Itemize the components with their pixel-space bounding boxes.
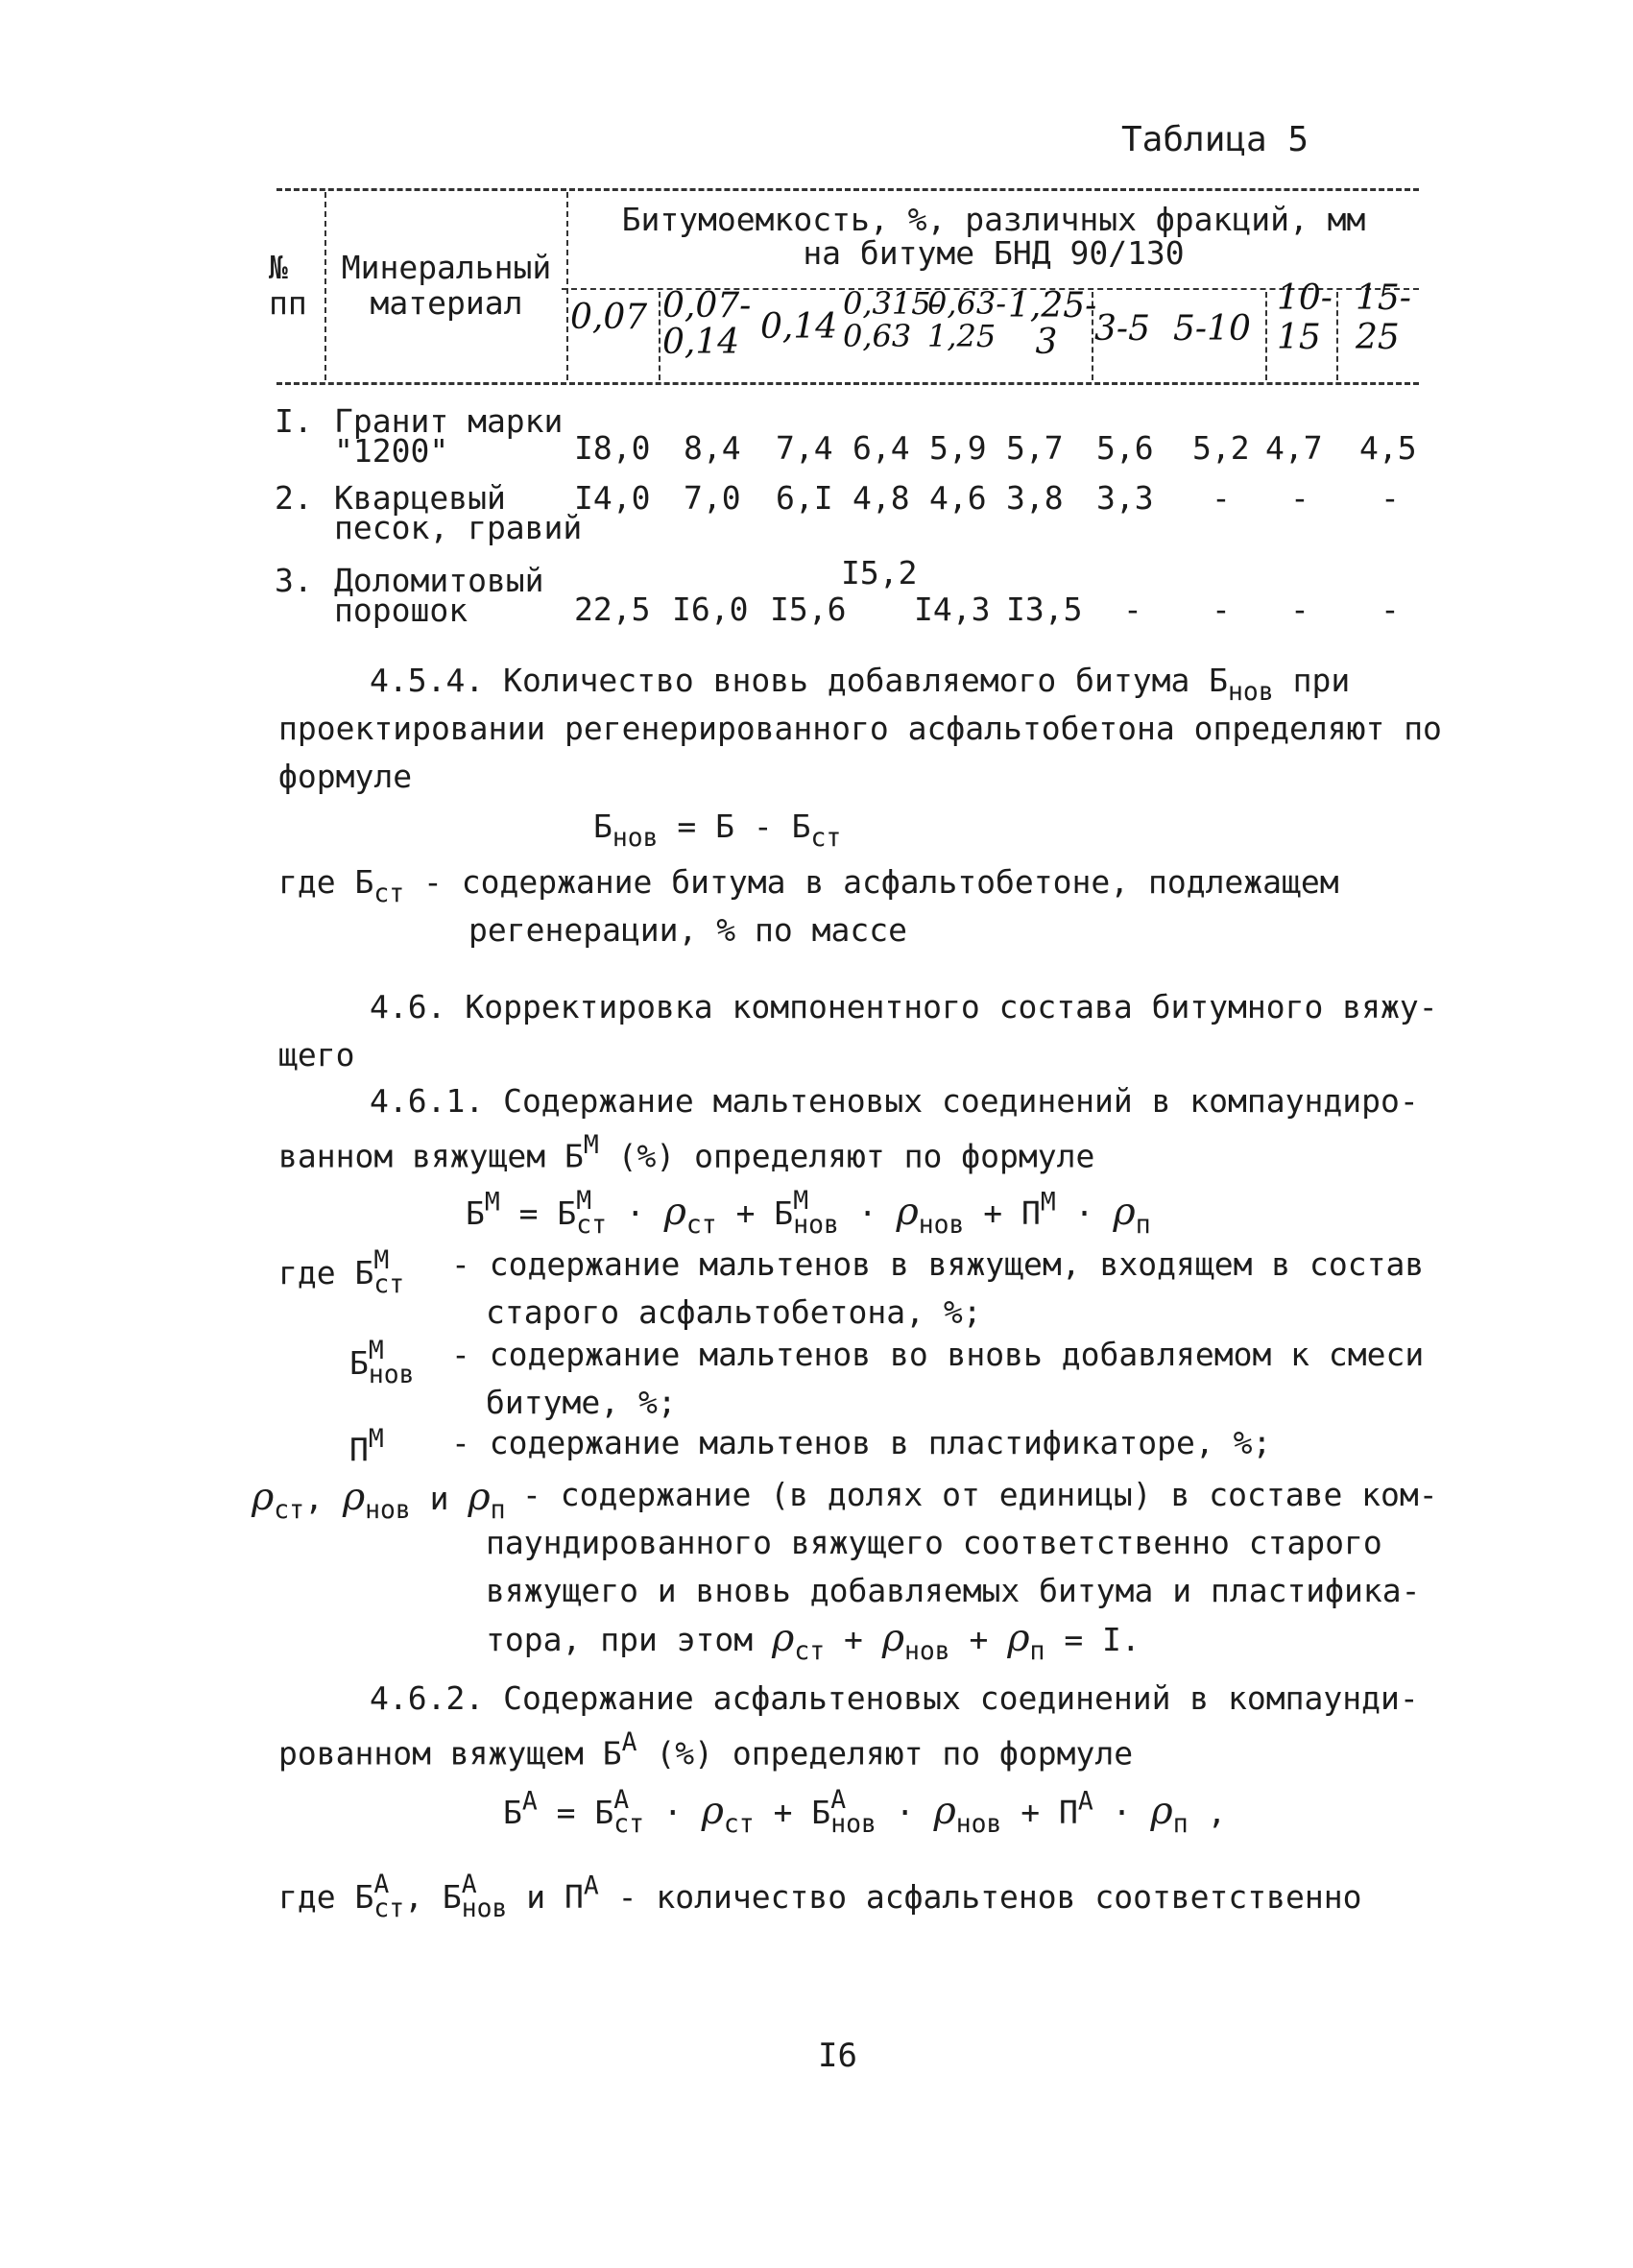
table-row-2-v8: - [1212, 479, 1231, 517]
table-row-3-name: Доломитовый порошок [334, 562, 544, 629]
fraction-header-10: 15- 25 [1356, 278, 1411, 358]
para-461-line2: ванном вяжущем $Б^М$ (%) определяют по формуле [278, 1130, 1095, 1175]
fraction-header-8: 5-10 [1173, 309, 1251, 349]
table-row-1-v3: 7,4 [776, 429, 833, 467]
para-46-line2: щего [278, 1036, 355, 1074]
table-row-1-v9: 4,7 [1265, 429, 1323, 467]
table-row-1-v8: 5,2 [1192, 429, 1250, 467]
def-b-m-nov: БМ нов [349, 1336, 415, 1390]
table-row-1-v5: 5,9 [929, 429, 987, 467]
table-row-1-v2: 8,4 [684, 429, 741, 467]
para-454-line2: проектировании регенерированного асфальтобетона определяют по [278, 710, 1442, 747]
table-row-2-v1: I4,0 [574, 479, 651, 517]
table-row-1-v4: 6,4 [853, 429, 910, 467]
fraction-header-2: 0,07- 0,14 [662, 286, 752, 362]
page-number: I6 [818, 2037, 857, 2075]
para-454-line3: формуле [278, 758, 413, 795]
def-rho-text: - содержание (в долях от единицы) в составе ком- паундированного вяжущего соответственно старого вяжущего и вновь добавляемых битума и пластифика- тора, при этом $\rho_{ст} + \rho_{нов} + \rho_п = I$. [486, 1476, 1438, 1667]
fraction-header-3: 0,14 [760, 307, 838, 347]
table-row-3-v4: I5,2 [841, 554, 918, 591]
para-461-line1: 4.6.1. Содержание мальтеновых соединений в компаундиро- [370, 1082, 1419, 1120]
table-row-1-v10: 4,5 [1359, 429, 1417, 467]
def-p-m: $П^М$ [349, 1424, 384, 1469]
table-row-3-v2: I6,0 [672, 591, 749, 628]
table-vrule-3 [659, 292, 660, 380]
fraction-header-6: 1,25- 3 [1008, 286, 1097, 362]
table-row-3-v5: I4,3 [914, 591, 991, 628]
formula-maltenes: $Б^М$ = БМ ст · $\rho_{ст}$ + БМ нов · $\rho_{нов} + П^М \cdot \rho_п$ [466, 1186, 1151, 1241]
def-p-m-text: - содержание мальтенов в пластификаторе, %; [451, 1424, 1272, 1461]
formula-asphaltenes: $Б^А$ = БА ст · $\rho_{ст}$ + БА нов · $\rho_{нов} + П^А \cdot \rho_п$ , [503, 1785, 1227, 1840]
table-row-2-v4: 4,8 [853, 479, 910, 517]
header-col-material: Минеральный материал [341, 249, 552, 322]
table-row-2-v3: 6,I [776, 479, 833, 517]
fraction-header-9: 10- 15 [1277, 278, 1333, 358]
table-row-2-v2: 7,0 [684, 479, 741, 517]
fraction-header-7: 3-5 [1094, 309, 1150, 349]
table-row-1-no: I. [275, 402, 313, 440]
table-caption: Таблица 5 [1121, 120, 1309, 159]
table-row-1-v7: 5,6 [1096, 429, 1154, 467]
table-row-2-v10: - [1381, 479, 1400, 517]
table-row-1-v1: I8,0 [574, 429, 651, 467]
def-rho-symbols: $\rho_{ст}$, $\rho_{нов}$ и $\rho_п$ [252, 1475, 506, 1526]
table-top-rule [276, 188, 1419, 191]
table-vrule-6 [1336, 292, 1338, 380]
header-col-no: № пп [269, 249, 307, 322]
table-row-2-v9: - [1290, 479, 1309, 517]
where-b-st: где $Б_{ст}$ - содержание битума в асфальтобетоне, подлежащем [278, 863, 1339, 909]
table-row-3-v8: - [1212, 591, 1231, 628]
table-row-2-v5: 4,6 [929, 479, 987, 517]
table-row-2-v7: 3,3 [1096, 479, 1154, 517]
def-b-m-st-text: - содержание мальтенов в вяжущем, входящем в состав старого асфальтобетона, %; [451, 1245, 1425, 1331]
def-b-m-nov-text: - содержание мальтенов во вновь добавляемом к смеси битуме, %; [451, 1336, 1425, 1421]
para-454-line1: 4.5.4. Количество вновь добавляемого битума $Б_{нов}$ при [370, 662, 1351, 708]
para-462-line2: рованном вяжущем $Б^А$ (%) определяют по формуле [278, 1727, 1134, 1773]
table-row-3-v7: - [1123, 591, 1142, 628]
table-row-2-v6: 3,8 [1006, 479, 1064, 517]
para-462-line1: 4.6.2. Содержание асфальтеновых соединений в компаунди- [370, 1679, 1419, 1717]
formula-b-nov: $Б_{нов} = Б - Б_{ст}$ [593, 808, 842, 854]
table-vrule-5 [1265, 292, 1267, 380]
table-row-3-v1: 22,5 [574, 591, 651, 628]
table-row-1-name: Гранит марки "1200" [334, 402, 564, 470]
table-row-1-v6: 5,7 [1006, 429, 1064, 467]
table-vrule-2 [566, 192, 568, 380]
table-header-bottom-rule [276, 382, 1419, 385]
table-vrule-1 [324, 192, 326, 380]
header-group-title: Битумоемкость, %, различных фракций, мм на битуме БНД 90/130 [621, 201, 1366, 272]
table-row-3-v3: I5,6 [770, 591, 847, 628]
para-46-line1: 4.6. Корректировка компонентного состава битумного вяжу- [370, 988, 1438, 1025]
fraction-header-1: 0,07 [570, 298, 648, 337]
table-row-3-v6: I3,5 [1006, 591, 1083, 628]
fraction-header-4: 0,315- 0,63 [843, 285, 942, 354]
def-b-m-st: где БМ ст [278, 1245, 405, 1300]
table-row-2-no: 2. [275, 479, 313, 517]
table-row-3-no: 3. [275, 562, 313, 599]
where-b-st-line2: регенерации, % по массе [468, 911, 907, 949]
fraction-header-5: 0,63- 1,25 [927, 285, 1007, 354]
last-line: где БА ст, БА нов и $П^А$ - количество асфальтенов соответственно [278, 1870, 1362, 1924]
table-row-2-name: Кварцевый песок, гравий [334, 479, 583, 546]
table-row-3-v9: - [1290, 591, 1309, 628]
table-row-3-v10: - [1381, 591, 1400, 628]
